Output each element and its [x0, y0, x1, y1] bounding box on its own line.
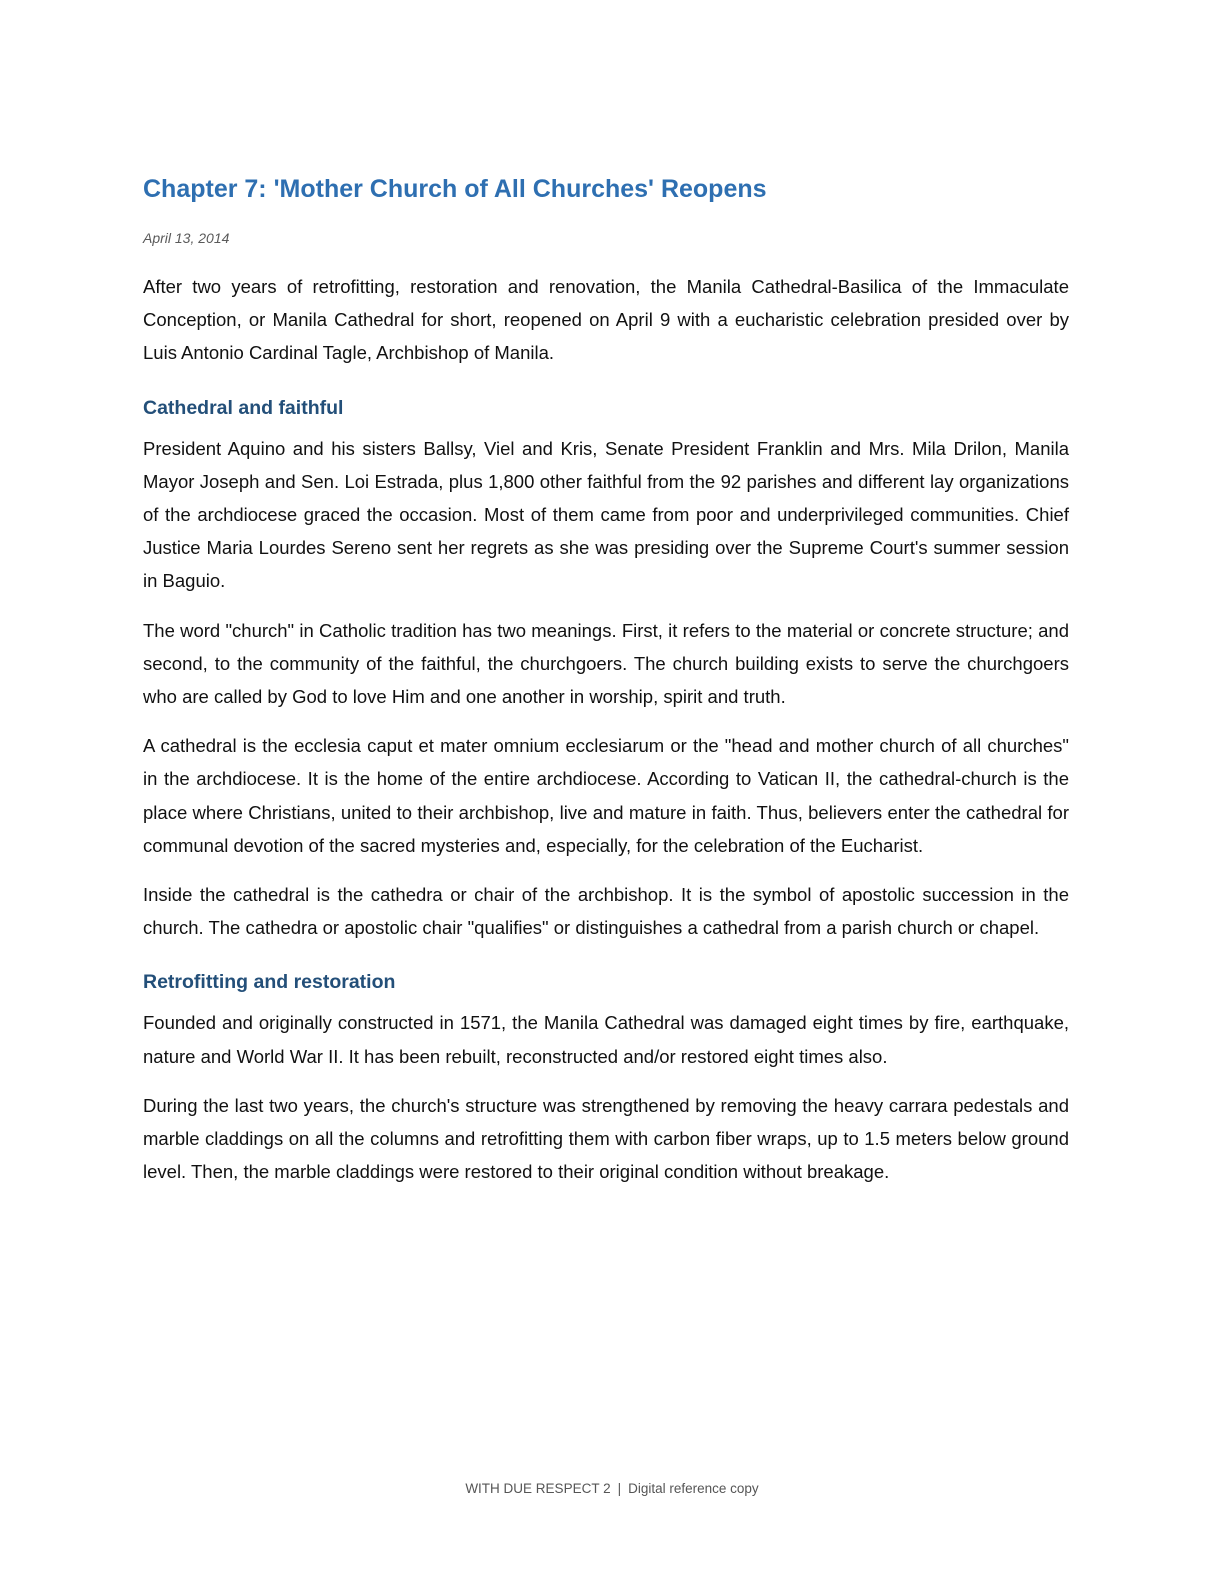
body-paragraph: Founded and originally constructed in 1571, the Manila Cathedral was damaged eight times by fire, earthquake, nature and World War II. It has been rebuilt, reconstructed and/or restored eight times also. [143, 1012, 1069, 1067]
document-page [143, 170, 1069, 1204]
body-paragraph: The word "church" in Catholic tradition has two meanings. First, it refers to the material or concrete structure; and second, to the community of the faithful, the churchgoers. The church building exists to serve the churchgoers who are called by God to love Him and one another in worship, spirit and truth. [143, 619, 1069, 708]
section-heading-cathedral-and-faithful: Cathedral and faithful [143, 396, 344, 419]
footer-note: Digital reference copy [628, 1481, 759, 1496]
footer-separator: | [617, 1481, 622, 1496]
body-paragraph: During the last two years, the church's structure was strengthened by removing the heavy carrara pedestals and marble claddings on all the columns and retrofitting them with carbon fiber wraps, up to 1.5 meters below ground level. Then, the marble claddings were restored to their original condition without breakage. [143, 1094, 1069, 1183]
section-heading-retrofitting-and-restoration: Retrofitting and restoration [143, 971, 396, 994]
page-footer [0, 1479, 1224, 1499]
body-paragraph: President Aquino and his sisters Ballsy, Viel and Kris, Senate President Franklin and Mrs. Mila Drilon, Manila Mayor Joseph and Sen. Loi Estrada, plus 1,800 other faithful from the 92 parishes and different lay organizations of the archdiocese graced the occasion. Most of them came from poor and underprivileged communities. Chief Justice Maria Lourdes Sereno sent her regrets as she was presiding over the Supreme Court's summer session in Baguio. [143, 437, 1069, 592]
intro-paragraph: After two years of retrofitting, restoration and renovation, the Manila Cathedral-Basilica of the Immaculate Conception, or Manila Cathedral for short, reopened on April 9 with a eucharistic celebration presided over by Luis Antonio Cardinal Tagle, Archbishop of Manila. [143, 276, 1069, 364]
body-paragraph: A cathedral is the ecclesia caput et mater omnium ecclesiarum or the "head and mother church of all churches" in the archdiocese. It is the home of the entire archdiocese. According to Vatican II, the cathedral-church is the place where Christians, united to their archbishop, live and mature in faith. Thus, believers enter the cathedral for communal devotion of the sacred mysteries and, especially, for the celebration of the Eucharist. [143, 735, 1069, 856]
footer-book-title: WITH DUE RESPECT 2 [465, 1481, 611, 1496]
body-paragraph: Inside the cathedral is the cathedra or chair of the archbishop. It is the symbol of apostolic succession in the church. The cathedra or apostolic chair "qualifies" or distinguishes a cathedral from a parish church or chapel. [143, 884, 1069, 939]
chapter-title: Chapter 7: 'Mother Church of All Churches' Reopens [143, 175, 767, 203]
publication-date: April 13, 2014 [143, 230, 230, 246]
